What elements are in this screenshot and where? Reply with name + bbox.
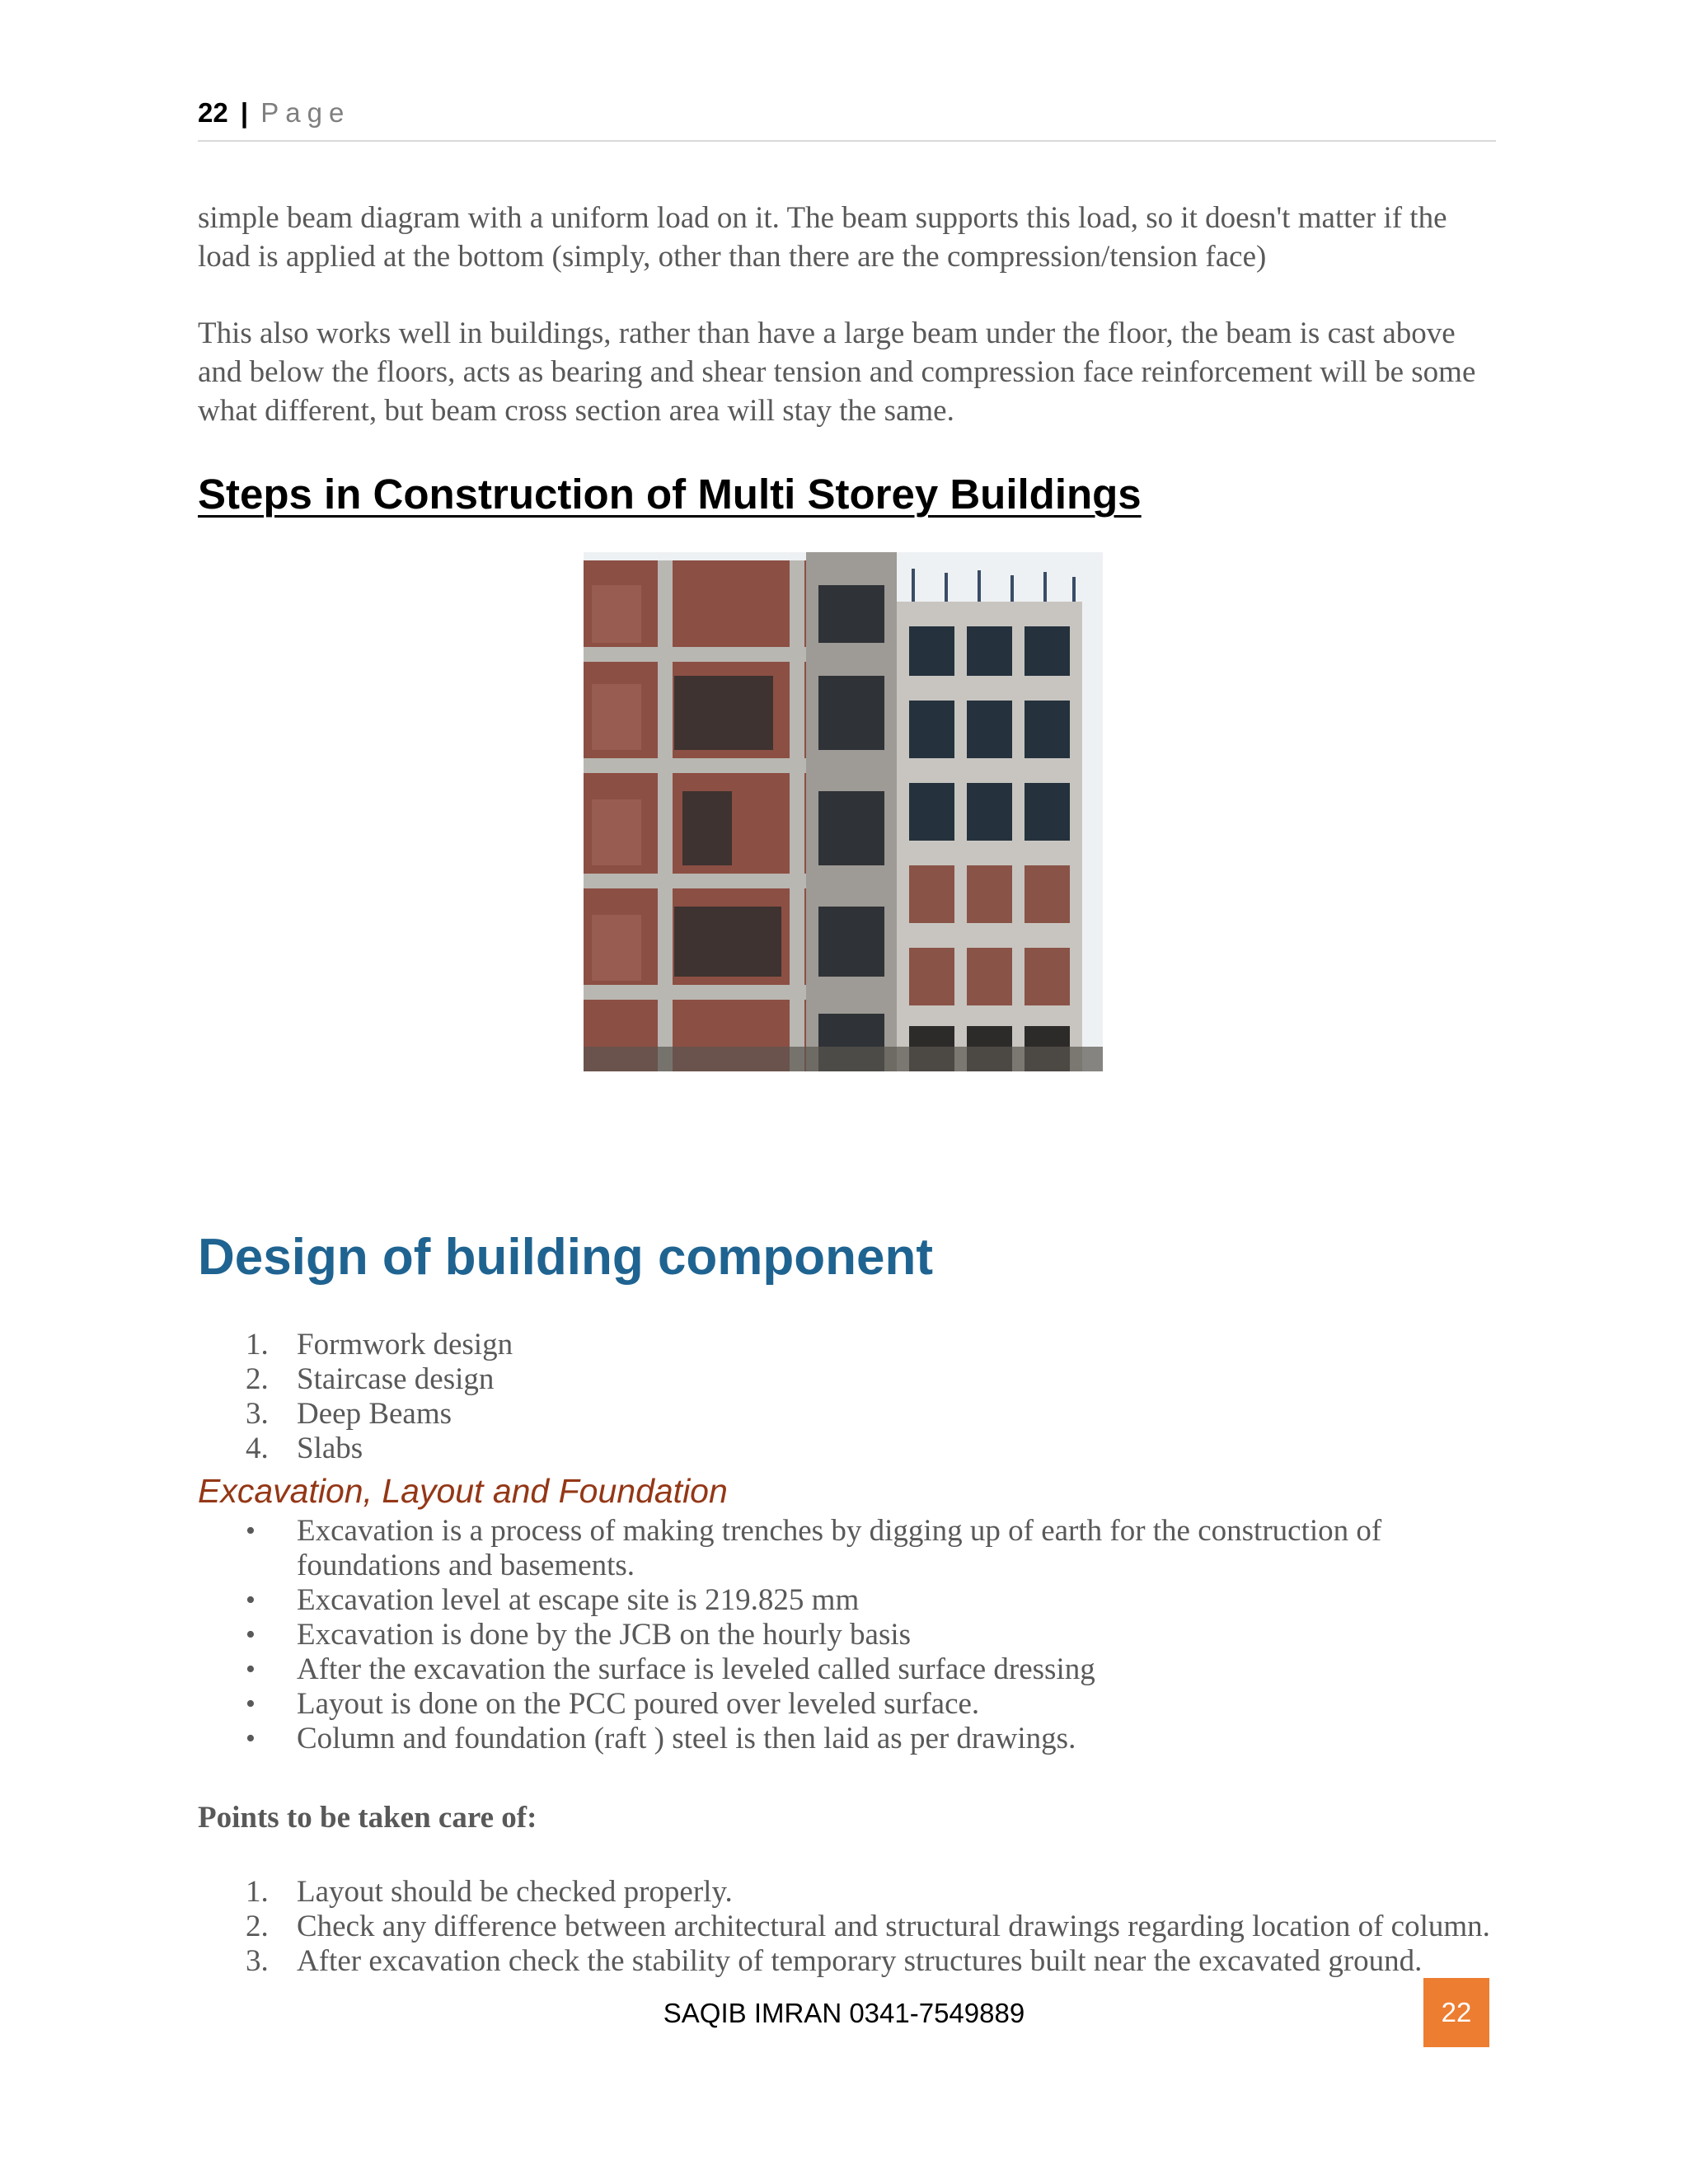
header-separator: |: [240, 97, 249, 128]
excavation-list: [198, 1514, 1517, 1756]
list-item: [198, 1944, 1517, 1979]
list-item-text: Excavation is done by the JCB on the hourly basis: [297, 1618, 912, 1652]
list-item: [198, 1328, 1517, 1362]
building-construction-photo: [584, 552, 1103, 1071]
list-item: [198, 1910, 1517, 1944]
header-page-number: 22: [198, 97, 228, 128]
list-item: [198, 1687, 1517, 1722]
list-number: 2.: [246, 1362, 269, 1396]
footer-author: SAQIB IMRAN 0341-7549889: [663, 1998, 1025, 2028]
footer-page-badge: 22: [1423, 1978, 1489, 2047]
list-item-text: Excavation is a process of making trenches by digging up of earth for the construction of foundations and basements.: [297, 1514, 1382, 1582]
list-item: [198, 1514, 1517, 1583]
bullet: •: [246, 1516, 256, 1546]
care-list: [198, 1875, 1517, 1979]
list-number: 1.: [246, 1875, 269, 1909]
header-page-word: Page: [260, 97, 351, 128]
list-item: [198, 1362, 1517, 1397]
list-item-text: Layout is done on the PCC poured over leveled surface.: [297, 1687, 980, 1721]
list-item-text: After the excavation the surface is leveled called surface dressing: [297, 1652, 1095, 1686]
list-item: [198, 1583, 1517, 1618]
list-number: 1.: [246, 1328, 269, 1361]
points-heading: Points to be taken care of:: [198, 1801, 537, 1835]
list-item: [198, 1432, 1517, 1466]
bullet: •: [246, 1689, 256, 1719]
list-number: 3.: [246, 1397, 269, 1431]
list-number: 4.: [246, 1432, 269, 1465]
design-list: [198, 1328, 1517, 1466]
list-number: 3.: [246, 1944, 269, 1978]
list-number: 2.: [246, 1910, 269, 1943]
bullet: •: [246, 1585, 256, 1615]
list-item-text: Column and foundation (raft ) steel is then laid as per drawings.: [297, 1722, 1076, 1755]
bullet: •: [246, 1723, 256, 1754]
list-item-text: Check any difference between architectural and structural drawings regarding location of column.: [297, 1910, 1490, 1943]
steps-heading: Steps in Construction of Multi Storey Buildings: [198, 471, 1142, 518]
bullet: •: [246, 1654, 256, 1685]
list-item-text: After excavation check the stability of temporary structures built near the excavated ground.: [297, 1944, 1423, 1978]
design-heading: Design of building component: [198, 1229, 934, 1286]
list-item-text: Layout should be checked properly.: [297, 1875, 733, 1909]
bullet: •: [246, 1619, 256, 1650]
list-item-text: Slabs: [297, 1432, 363, 1465]
list-item: [198, 1618, 1517, 1652]
list-item-text: Deep Beams: [297, 1397, 452, 1431]
list-item: [198, 1875, 1517, 1910]
list-item: [198, 1722, 1517, 1756]
list-item-text: Formwork design: [297, 1328, 513, 1361]
list-item-text: Staircase design: [297, 1362, 495, 1396]
paragraph-buildings: This also works well in buildings, rather than have a large beam under the floor, the beam is cast above and below the floors, acts as bearing and shear tension and compression face reinforcement will be some what different, but beam cross section area will stay the same.: [198, 316, 1476, 428]
paragraph-beam-diagram: simple beam diagram with a uniform load on it. The beam supports this load, so it doesn't matter if the load is applied at the bottom (simply, other than there are the compression/tension face): [198, 201, 1447, 274]
page-header: [198, 97, 1496, 142]
list-item: [198, 1397, 1517, 1432]
excavation-heading: Excavation, Layout and Foundation: [198, 1472, 728, 1510]
list-item: [198, 1652, 1517, 1687]
list-item-text: Excavation level at escape site is 219.825 mm: [297, 1583, 860, 1617]
